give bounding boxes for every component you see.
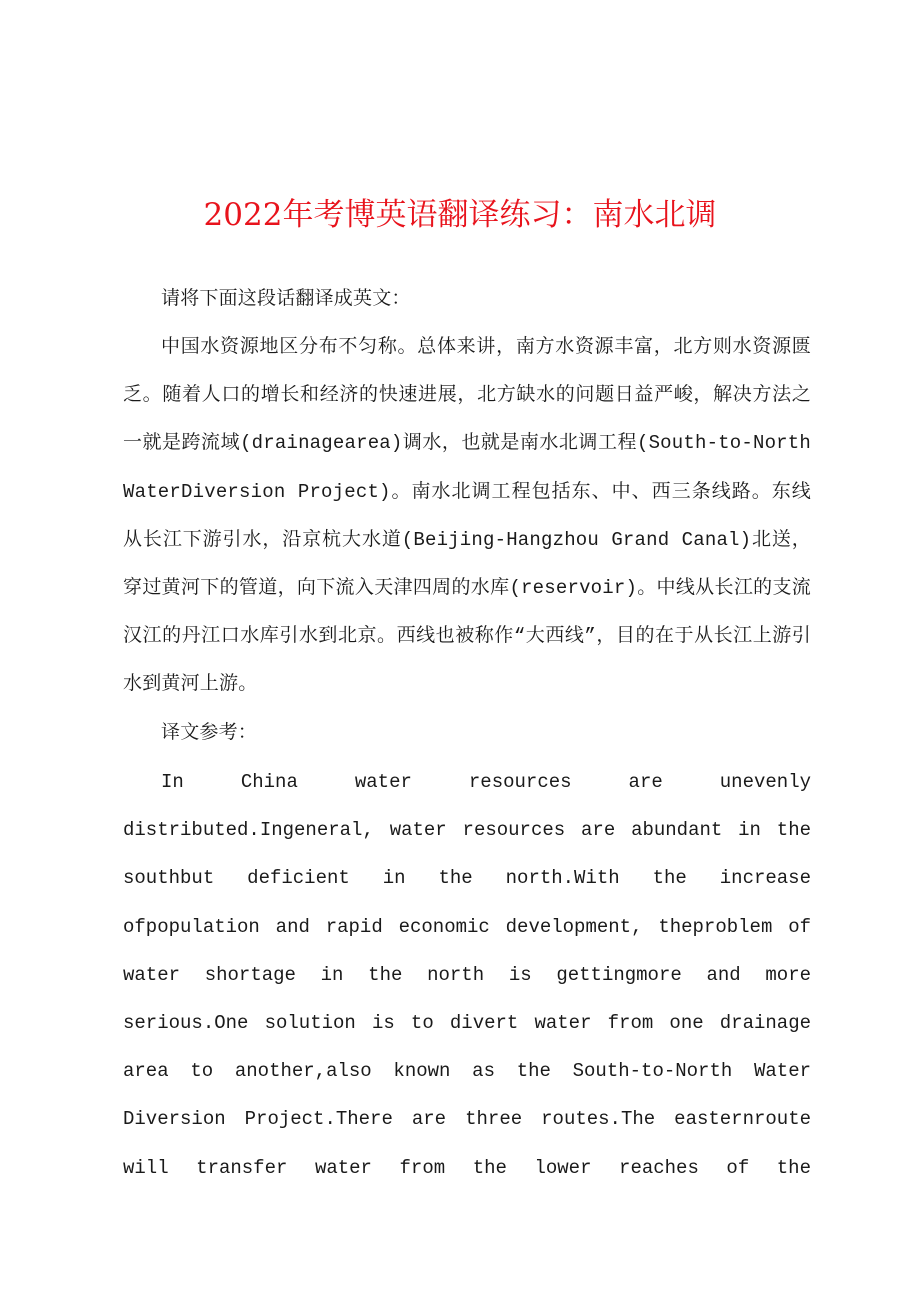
instruction-paragraph	[123, 275, 811, 323]
source-text: 中国水资源地区分布不匀称。总体来讲，南方水资源丰富，北方则水资源匮乏。随着人口的增长和经济的快速进展，北方缺水的问题日益严峻，解决方法之一就是跨流域(drainagearea)调水，也就是南水北调工程(South-to-North WaterDiversion Project)。南水北调工程包括东、中、西三条线路。东线从长江下游引水，沿京杭大水道(Beijing-Hangzhou Grand Canal)北送，穿过黄河下的管道，向下流入天津四周的水库(reservoir)。中线从长江的支流汉江的丹江口水库引水到北京。西线也被称作“大西线”，目的在于从长江上游引水到黄河上游。	[123, 336, 811, 696]
reference-label: 译文参考：	[161, 722, 258, 744]
english-translation-paragraph	[123, 758, 811, 1192]
chinese-source-paragraph	[123, 323, 811, 709]
document-title: 2022年考博英语翻译练习：南水北调	[203, 197, 717, 233]
translation-text: In China water resources are unevenly distributed.Ingeneral, water resources are abundant in the southbut deficient in the north.With the increase ofpopulation and rapid economic development, theproblem of water shortage in the north is gettingmore and more serious.One solution is to divert water from one drainage area to another,also known as the South-to-North Water Diversion Project.There are three routes.The easternroute will transfer water from the lower reaches of the	[123, 771, 811, 1179]
reference-label-paragraph	[123, 709, 811, 757]
instruction-text: 请将下面这段话翻译成英文：	[161, 288, 411, 310]
